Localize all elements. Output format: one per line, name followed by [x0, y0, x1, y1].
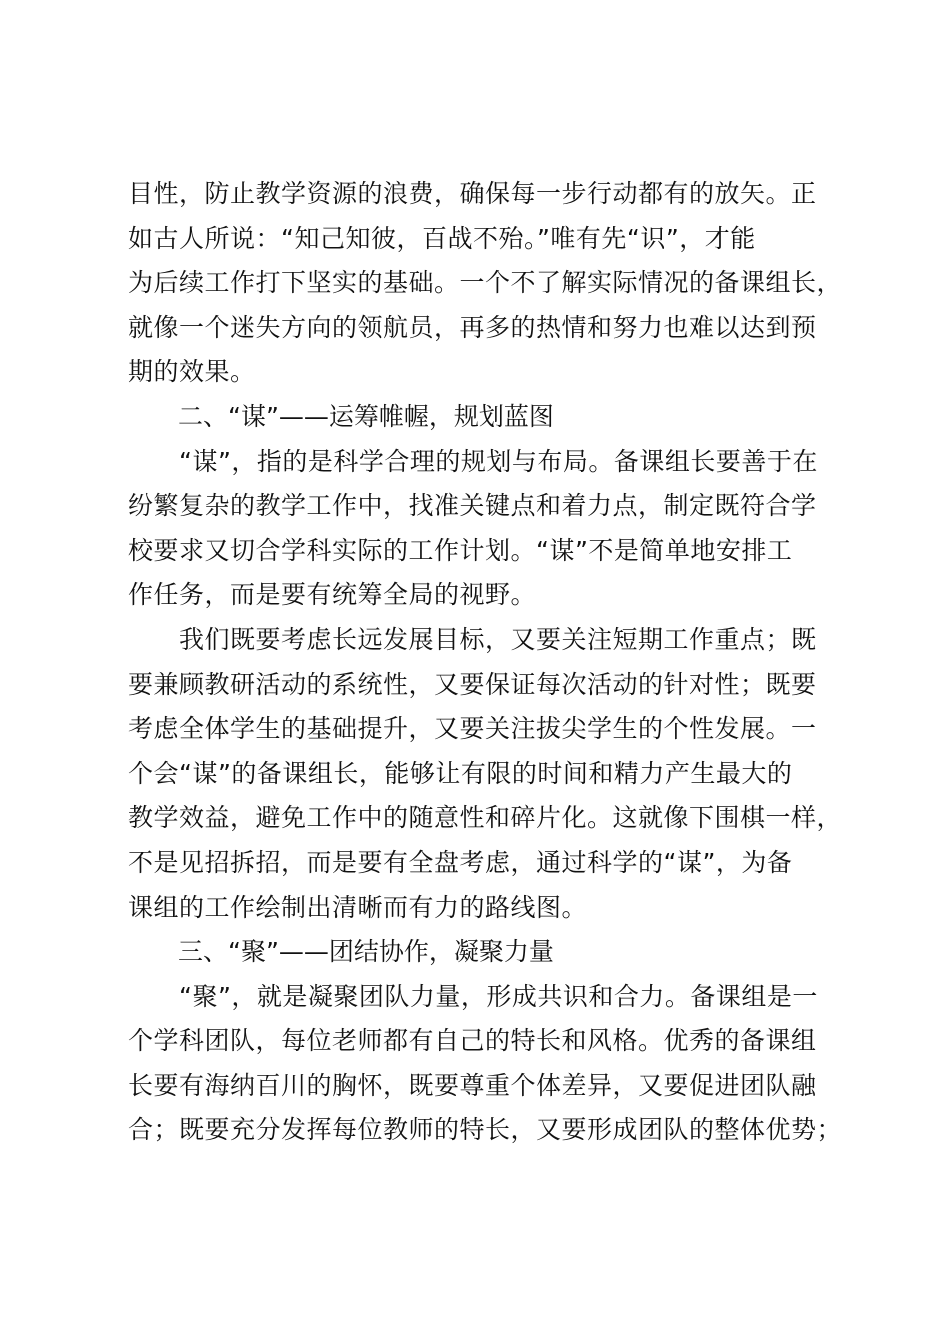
text-line: 个学科团队，每位老师都有自己的特长和风格。优秀的备课组: [128, 1026, 817, 1056]
text-line: 纷繁复杂的教学工作中，找准关键点和着力点，制定既符合学: [128, 491, 817, 521]
text-line: 如古人所说：“知己知彼，百战不殆。”唯有先“识”，才能: [128, 223, 756, 253]
text-line: “聚”，就是凝聚团队力量，形成共识和合力。备课组是一: [128, 981, 818, 1011]
text-line: 我们既要考虑长远发展目标，又要关注短期工作重点；既: [128, 624, 817, 654]
text-line: 校要求又切合学科实际的工作计划。“谋”不是简单地安排工: [128, 535, 793, 565]
text-line: 考虑全体学生的基础提升，又要关注拔尖学生的个性发展。一: [128, 714, 817, 744]
text-line: 个会“谋”的备课组长，能够让有限的时间和精力产生最大的: [128, 758, 793, 788]
text-line: 作任务，而是要有统筹全局的视野。: [128, 580, 537, 610]
document-body: [128, 172, 848, 1153]
text-line: 就像一个迷失方向的领航员，再多的热情和努力也难以达到预: [128, 312, 817, 342]
text-line: 目性，防止教学资源的浪费，确保每一步行动都有的放矢。正: [128, 179, 817, 208]
text-line: 期的效果。: [128, 357, 256, 387]
text-line: 合；既要充分发挥每位教师的特长，又要形成团队的整体优势；: [128, 1115, 843, 1145]
text-line: 课组的工作绘制出清晰而有力的路线图。: [128, 892, 588, 922]
text-line: 教学效益，避免工作中的随意性和碎片化。这就像下围棋一样，: [128, 803, 843, 833]
text-line: 不是见招拆招，而是要有全盘考虑，通过科学的“谋”，为备: [128, 847, 793, 877]
section-heading-mou: 二、“谋”——运筹帷幄，规划蓝图: [128, 401, 554, 431]
text-line: 长要有海纳百川的胸怀，既要尊重个体差异，又要促进团队融: [128, 1070, 817, 1100]
text-line: 为后续工作打下坚实的基础。一个不了解实际情况的备课组长，: [128, 268, 843, 298]
text-line: “谋”，指的是科学合理的规划与布局。备课组长要善于在: [128, 446, 818, 476]
text-line: 要兼顾教研活动的系统性，又要保证每次活动的针对性；既要: [128, 669, 817, 699]
section-heading-ju: 三、“聚”——团结协作，凝聚力量: [128, 937, 554, 967]
